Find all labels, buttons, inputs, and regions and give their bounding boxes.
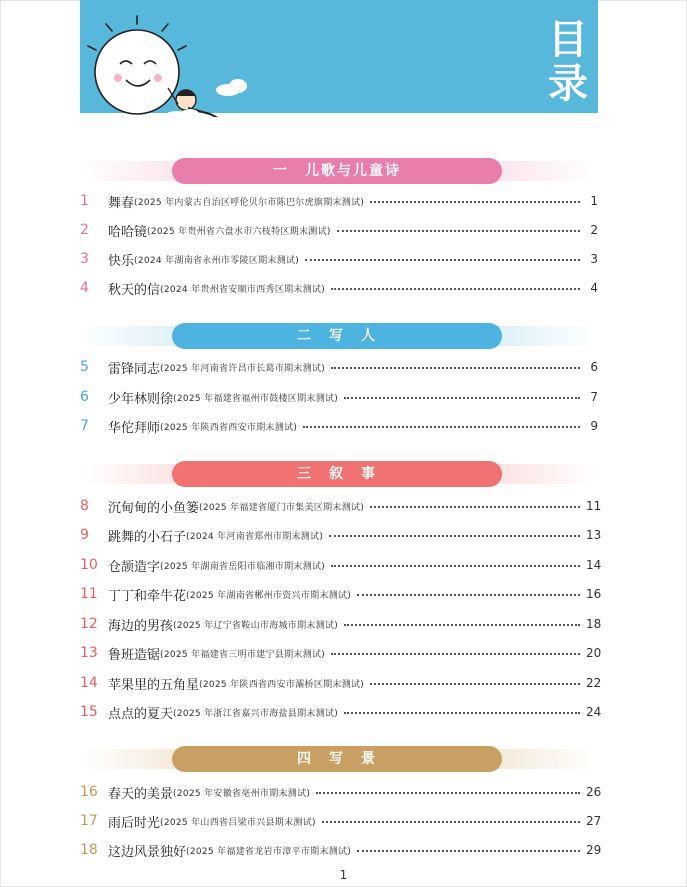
section-title: 三 叙 事 xyxy=(172,461,502,487)
toc-leader xyxy=(305,259,580,261)
toc-title: 雷锋同志 xyxy=(108,361,161,377)
toc-page: 4 xyxy=(590,281,598,295)
sun-boy-illustration xyxy=(82,4,252,129)
toc-page: 13 xyxy=(586,528,602,542)
toc-leader xyxy=(331,367,580,369)
toc-leader xyxy=(303,426,580,428)
toc-leader xyxy=(370,201,580,203)
toc-entry[interactable] xyxy=(80,525,602,545)
toc-number: 14 xyxy=(80,675,98,691)
toc-leader xyxy=(357,594,580,596)
page-title xyxy=(544,18,592,106)
toc-number: 17 xyxy=(80,813,98,829)
toc-title: 跳舞的小石子 xyxy=(108,529,187,545)
toc-leader xyxy=(337,230,580,232)
toc-source: (2025 年内蒙古自治区呼伦贝尔市陈巴尔虎旗期末测试) xyxy=(134,197,365,208)
toc-page: 3 xyxy=(590,252,598,266)
toc-leader xyxy=(331,565,580,567)
toc-source: (2025 年陕西省西安市期末测试) xyxy=(160,422,298,433)
toc-title: 春天的美景 xyxy=(108,786,174,802)
toc-number: 5 xyxy=(80,359,89,375)
toc-number: 1 xyxy=(80,193,89,209)
toc-number: 11 xyxy=(80,586,98,602)
sun-icon xyxy=(88,16,186,114)
toc-number: 13 xyxy=(80,645,98,661)
section-header-1 xyxy=(80,158,598,184)
toc-number: 2 xyxy=(80,222,89,238)
toc-leader xyxy=(344,624,580,626)
page-title-char: 目 xyxy=(548,17,588,63)
toc-page: 9 xyxy=(590,419,598,433)
section-header-3 xyxy=(80,461,598,487)
toc-number: 8 xyxy=(80,498,89,514)
toc-page: 2 xyxy=(590,223,598,237)
toc-page: 27 xyxy=(586,814,602,828)
toc-entry[interactable] xyxy=(80,357,598,377)
toc-title: 雨后时光 xyxy=(108,815,161,831)
toc-page: 22 xyxy=(586,676,602,690)
toc-source: (2025 年福建省厦门市集美区期末测试) xyxy=(199,502,365,513)
toc-source: (2025 年安徽省亳州市期末测试) xyxy=(173,788,311,799)
toc-source: (2025 年贵州省六盘水市六枝特区期末测试) xyxy=(147,226,331,237)
toc-page: 18 xyxy=(586,617,602,631)
toc-number: 12 xyxy=(80,616,98,632)
toc-source: (2025 年浙江省嘉兴市海盐县期末测试) xyxy=(173,708,339,719)
toc-source: (2025 年福建省福州市鼓楼区期末测试) xyxy=(173,393,339,404)
toc-entry[interactable] xyxy=(80,416,598,436)
toc-number: 15 xyxy=(80,704,98,720)
toc-title: 点点的夏天 xyxy=(108,706,174,722)
toc-leader xyxy=(357,850,580,852)
toc-title: 沉甸甸的小鱼篓 xyxy=(108,500,200,516)
toc-number: 9 xyxy=(80,527,89,543)
toc-entry[interactable] xyxy=(80,496,602,516)
toc-source: (2024 年贵州省安顺市西秀区期末测试) xyxy=(160,284,326,295)
toc-title: 华佗拜师 xyxy=(108,420,161,436)
page-title-char: 录 xyxy=(548,61,588,107)
toc-entry[interactable] xyxy=(80,840,602,860)
toc-title: 秋天的信 xyxy=(108,282,161,298)
toc-entry[interactable] xyxy=(80,249,598,269)
toc-entry[interactable] xyxy=(80,584,602,604)
toc-entry[interactable] xyxy=(80,387,598,407)
toc-source: (2024 年湖南省永州市零陵区期末测试) xyxy=(134,255,300,266)
toc-number: 4 xyxy=(80,280,89,296)
toc-leader xyxy=(331,288,580,290)
toc-title: 丁丁和牵牛花 xyxy=(108,588,187,604)
toc-title: 舞春 xyxy=(108,195,135,211)
toc-leader xyxy=(344,397,580,399)
toc-page: 7 xyxy=(590,390,598,404)
toc-leader xyxy=(331,653,580,655)
toc-page: 16 xyxy=(586,587,602,601)
toc-entry[interactable] xyxy=(80,191,598,211)
toc-page: 14 xyxy=(586,558,602,572)
toc-title: 哈哈镜 xyxy=(108,224,148,240)
section-title: 二 写 人 xyxy=(172,323,502,349)
toc-title: 少年林则徐 xyxy=(108,391,174,407)
section-title: 四 写 景 xyxy=(172,746,502,772)
toc-entry[interactable] xyxy=(80,673,602,693)
toc-entry[interactable] xyxy=(80,614,602,634)
section-title: 一 儿歌与儿童诗 xyxy=(172,158,502,184)
toc-leader xyxy=(370,683,580,685)
toc-entry[interactable] xyxy=(80,278,598,298)
toc-source: (2025 年辽宁省鞍山市海城市期末测试) xyxy=(173,620,339,631)
toc-entry[interactable] xyxy=(80,702,602,722)
toc-source: (2025 年河南省许昌市长葛市期末测试) xyxy=(160,363,326,374)
toc-number: 3 xyxy=(80,251,89,267)
toc-number: 6 xyxy=(80,389,89,405)
toc-source: (2025 年福建省龙岩市漳平市期末测试) xyxy=(186,846,352,857)
toc-title: 鲁班造锯 xyxy=(108,647,161,663)
toc-title: 这边风景独好 xyxy=(108,844,187,860)
toc-page: 11 xyxy=(586,499,602,513)
toc-page: 29 xyxy=(586,843,602,857)
toc-source: (2025 年福建省三明市建宁县期末测试) xyxy=(160,649,326,660)
toc-page: 1 xyxy=(590,194,598,208)
toc-source: (2025 年陕西省西安市灞桥区期末测试) xyxy=(199,679,365,690)
toc-entry[interactable] xyxy=(80,782,602,802)
toc-leader xyxy=(316,792,580,794)
toc-leader xyxy=(344,712,580,714)
toc-leader xyxy=(370,506,580,508)
toc-source: (2025 年山西省吕梁市兴县期末测试) xyxy=(160,817,316,828)
toc-number: 7 xyxy=(80,418,89,434)
toc-page: 6 xyxy=(590,360,598,374)
toc-number: 10 xyxy=(80,557,98,573)
page-number: 1 xyxy=(339,868,348,882)
toc-page: 26 xyxy=(586,785,602,799)
section-header-2 xyxy=(80,323,598,349)
toc-title: 苹果里的五角星 xyxy=(108,677,200,693)
toc-page: 20 xyxy=(586,646,602,660)
toc-entry[interactable] xyxy=(80,643,602,663)
toc-entry[interactable] xyxy=(80,555,602,575)
toc-leader xyxy=(329,535,580,537)
toc-title: 仓颉造字 xyxy=(108,559,161,575)
toc-number: 18 xyxy=(80,842,98,858)
toc-page: 24 xyxy=(586,705,602,719)
toc-entry[interactable] xyxy=(80,811,602,831)
toc-title: 快乐 xyxy=(108,253,135,269)
toc-source: (2024 年河南省郑州市期末测试) xyxy=(186,531,324,542)
toc-title: 海边的男孩 xyxy=(108,618,174,634)
toc-leader xyxy=(322,821,580,823)
toc-entry[interactable] xyxy=(80,220,598,240)
section-header-4 xyxy=(80,746,598,772)
toc-source: (2025 年湖南省郴州市资兴市期末测试) xyxy=(186,590,352,601)
toc-source: (2025 年湖南省岳阳市临湘市期末测试) xyxy=(160,561,326,572)
toc-number: 16 xyxy=(80,784,98,800)
